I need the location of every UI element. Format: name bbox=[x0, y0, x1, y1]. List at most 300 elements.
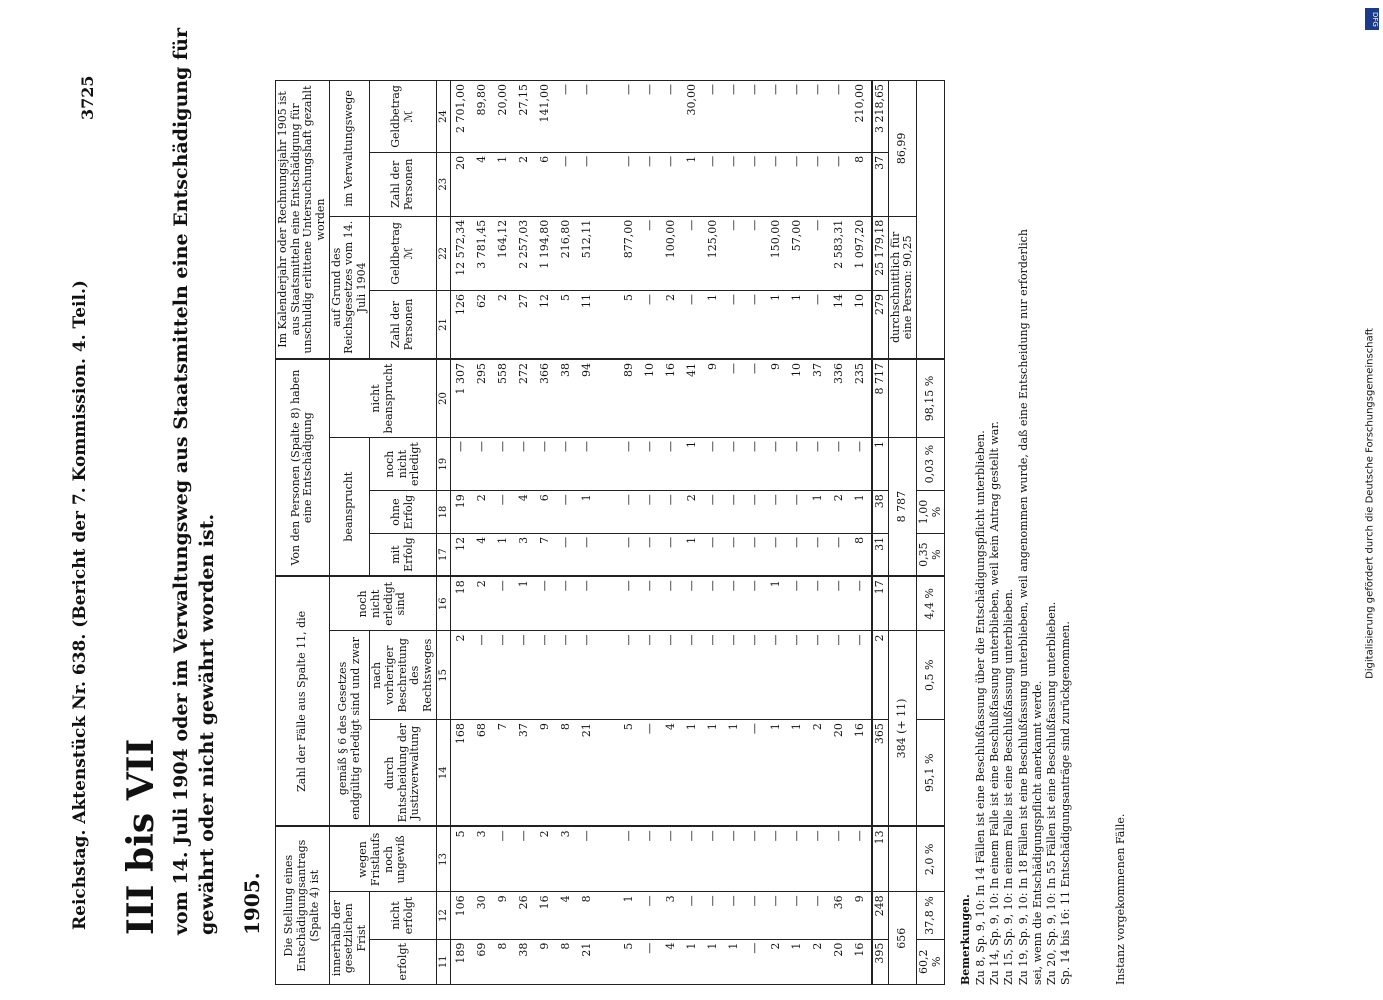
table-cell: — bbox=[535, 631, 556, 720]
table-cell: 4 bbox=[472, 152, 493, 216]
table-cell: 11 bbox=[577, 291, 598, 359]
table-cell: 512,11 bbox=[577, 216, 598, 290]
table-cell: — bbox=[724, 826, 745, 891]
table-cell: — bbox=[577, 81, 598, 153]
table-row bbox=[514, 81, 535, 985]
table-cell: — bbox=[745, 152, 766, 216]
table-cell: 1 bbox=[724, 720, 745, 827]
column-number: 23 bbox=[436, 152, 451, 216]
table-cell: — bbox=[703, 576, 724, 631]
table-cell: — bbox=[724, 438, 745, 491]
title-line-1: vom 14. Juli 1904 oder im Verwaltungsweg aus Staatsmitteln eine Entschädigung für bbox=[170, 27, 192, 935]
table-cell: — bbox=[787, 826, 808, 891]
table-cell: — bbox=[829, 826, 850, 891]
table-cell: 10 bbox=[850, 291, 872, 359]
table-cell: — bbox=[724, 152, 745, 216]
table-cell: 9 bbox=[493, 892, 514, 939]
table-cell: 1 bbox=[766, 291, 787, 359]
table-cell bbox=[598, 152, 619, 216]
table-cell: — bbox=[556, 631, 577, 720]
table-cell: 10 bbox=[640, 359, 661, 438]
table-cell: — bbox=[787, 438, 808, 491]
table-cell: — bbox=[745, 892, 766, 939]
total-cell: 31 bbox=[872, 533, 888, 576]
table-cell: — bbox=[724, 291, 745, 359]
table-cell: — bbox=[619, 631, 640, 720]
percent-cell: 0,35 % bbox=[917, 533, 945, 576]
table-cell: — bbox=[724, 491, 745, 534]
table-cell: — bbox=[703, 533, 724, 576]
section-roman-title: III bis VII bbox=[120, 738, 162, 935]
table-cell: — bbox=[619, 81, 640, 153]
total-cell: 8 717 bbox=[872, 359, 888, 438]
table-row bbox=[535, 81, 556, 985]
table-cell: 272 bbox=[514, 359, 535, 438]
table-cell: 1 bbox=[850, 491, 872, 534]
table-cell: — bbox=[577, 576, 598, 631]
table-cell: 1 bbox=[493, 533, 514, 576]
table-cell: 150,00 bbox=[766, 216, 787, 290]
table-cell: — bbox=[661, 152, 682, 216]
table-cell: 5 bbox=[556, 291, 577, 359]
statistics-table-wrapper bbox=[275, 80, 1128, 985]
table-cell: 14 bbox=[829, 291, 850, 359]
percent-cell: 1,00 % bbox=[917, 491, 945, 534]
table-cell: — bbox=[703, 491, 724, 534]
table-cell: — bbox=[514, 631, 535, 720]
statistics-table bbox=[275, 80, 945, 985]
table-cell bbox=[598, 631, 619, 720]
table-cell bbox=[598, 826, 619, 891]
table-cell: — bbox=[682, 631, 703, 720]
table-cell: 21 bbox=[577, 720, 598, 827]
table-cell: — bbox=[808, 892, 829, 939]
table-cell: 3 bbox=[556, 826, 577, 891]
table-cell: — bbox=[745, 533, 766, 576]
d-subheader-2: im Verwaltungswege bbox=[329, 81, 370, 217]
col-15-header: nach vorheriger Beschreitung des Rechtsweges bbox=[370, 631, 436, 720]
column-number: 21 bbox=[436, 291, 451, 359]
total-cell: 37 bbox=[872, 152, 888, 216]
page-number: 3725 bbox=[78, 75, 97, 120]
notes-heading: Bemerkungen. bbox=[959, 894, 973, 985]
total-cell: 17 bbox=[872, 576, 888, 631]
table-cell: 2 bbox=[493, 291, 514, 359]
table-cell: — bbox=[829, 152, 850, 216]
table-cell: — bbox=[724, 631, 745, 720]
note-line: Zu 19, Sp. 9, 10: In 18 Fällen ist eine Beschlußfassung unterblieben, weil angenommen wurde, daß eine Entscheidung nur erforderlich bbox=[1016, 229, 1030, 985]
table-cell: — bbox=[850, 438, 872, 491]
amount-label: Geldbetrag bbox=[389, 85, 403, 148]
total-cell: 38 bbox=[872, 491, 888, 534]
table-cell: — bbox=[577, 533, 598, 576]
table-cell: 8 bbox=[577, 892, 598, 939]
table-cell: 235 bbox=[850, 359, 872, 438]
table-cell: 8 bbox=[850, 152, 872, 216]
subtotal-a: 656 bbox=[888, 892, 916, 985]
total-cell: 279 bbox=[872, 291, 888, 359]
table-cell: 6 bbox=[535, 152, 556, 216]
average-d1 bbox=[888, 216, 916, 359]
table-cell: — bbox=[640, 491, 661, 534]
table-cell: 3 bbox=[472, 826, 493, 891]
table-cell: 27,15 bbox=[514, 81, 535, 153]
table-cell: — bbox=[577, 826, 598, 891]
note-line: Zu 14, Sp. 9, 10: In einem Falle ist eine Beschlußfassung unterblieben, weil kein Antrag gestellt war. bbox=[987, 421, 1001, 985]
a-subheader: innerhalb der gesetzlichen Frist bbox=[329, 892, 370, 985]
percent-cell: 95,1 % bbox=[917, 720, 945, 827]
table-cell: 8 bbox=[850, 533, 872, 576]
table-cell: — bbox=[661, 631, 682, 720]
table-cell: — bbox=[472, 631, 493, 720]
b-subheader: gemäß § 6 des Gesetzes endgültig erledigt sind und zwar bbox=[329, 631, 370, 826]
table-cell: 1 097,20 bbox=[850, 216, 872, 290]
table-cell: 1 bbox=[766, 576, 787, 631]
table-cell: 1 bbox=[619, 892, 640, 939]
table-cell: — bbox=[640, 826, 661, 891]
table-cell: 3 bbox=[514, 533, 535, 576]
table-cell: 30 bbox=[472, 892, 493, 939]
table-cell: — bbox=[640, 631, 661, 720]
table-cell: — bbox=[577, 152, 598, 216]
table-cell: 2 bbox=[451, 631, 473, 720]
table-cell: — bbox=[493, 576, 514, 631]
table-row bbox=[682, 81, 703, 985]
table-cell: — bbox=[619, 152, 640, 216]
table-cell: 41 bbox=[682, 359, 703, 438]
table-cell: — bbox=[829, 533, 850, 576]
table-cell: 141,00 bbox=[535, 81, 556, 153]
table-row bbox=[493, 81, 514, 985]
table-cell: — bbox=[724, 359, 745, 438]
average-value-1: 90,25 bbox=[901, 235, 915, 267]
table-cell: 125,00 bbox=[703, 216, 724, 290]
table-cell: 9 bbox=[766, 359, 787, 438]
table-cell: — bbox=[787, 81, 808, 153]
table-cell: — bbox=[850, 826, 872, 891]
table-cell: 1 bbox=[703, 291, 724, 359]
table-cell: 8 bbox=[556, 720, 577, 827]
table-cell bbox=[598, 939, 619, 984]
table-cell: — bbox=[514, 826, 535, 891]
table-cell: 9 bbox=[535, 720, 556, 827]
table-cell: 126 bbox=[451, 291, 473, 359]
notes-block bbox=[959, 80, 1128, 985]
currency-sign: ℳ bbox=[402, 110, 416, 123]
table-cell: — bbox=[808, 152, 829, 216]
table-cell: — bbox=[850, 631, 872, 720]
c-subheader: beansprucht bbox=[329, 438, 370, 577]
average-label: durchschnittlich für eine Person: bbox=[888, 231, 915, 343]
table-cell bbox=[598, 291, 619, 359]
table-cell: — bbox=[556, 533, 577, 576]
table-cell: — bbox=[829, 631, 850, 720]
table-cell: — bbox=[493, 438, 514, 491]
table-cell: 8 bbox=[556, 939, 577, 984]
table-cell bbox=[598, 892, 619, 939]
table-row bbox=[766, 81, 787, 985]
table-cell: 12 bbox=[451, 533, 473, 576]
table-cell: 1 bbox=[514, 576, 535, 631]
table-cell: — bbox=[766, 826, 787, 891]
table-row bbox=[724, 81, 745, 985]
table-cell: 1 bbox=[682, 939, 703, 984]
table-cell: 30,00 bbox=[682, 81, 703, 153]
note-line: Zu 15, Sp. 9, 10: In einem Falle ist eine Beschlußfassung unterblieben. bbox=[1002, 588, 1016, 985]
table-cell: 2 bbox=[661, 291, 682, 359]
table-cell: 20 bbox=[829, 720, 850, 827]
table-cell: — bbox=[556, 81, 577, 153]
table-cell: — bbox=[535, 576, 556, 631]
table-row bbox=[703, 81, 724, 985]
table-cell: — bbox=[745, 631, 766, 720]
table-cell: 5 bbox=[619, 720, 640, 827]
table-cell: 12 572,34 bbox=[451, 216, 473, 290]
table-cell: 100,00 bbox=[661, 216, 682, 290]
table-cell: — bbox=[724, 576, 745, 631]
table-cell: — bbox=[640, 291, 661, 359]
table-cell: 2 bbox=[535, 826, 556, 891]
table-row bbox=[745, 81, 766, 985]
total-cell: 2 bbox=[872, 631, 888, 720]
total-cell: 395 bbox=[872, 939, 888, 984]
table-cell: — bbox=[661, 533, 682, 576]
table-cell: 3 781,45 bbox=[472, 216, 493, 290]
column-number: 16 bbox=[436, 576, 451, 631]
table-cell: — bbox=[556, 438, 577, 491]
table-cell: — bbox=[766, 152, 787, 216]
table-cell: 36 bbox=[829, 892, 850, 939]
table-cell: — bbox=[640, 939, 661, 984]
table-cell: — bbox=[724, 81, 745, 153]
table-cell: 16 bbox=[850, 939, 872, 984]
table-row bbox=[598, 81, 619, 985]
table-cell: 5 bbox=[619, 291, 640, 359]
dfg-credit-strip bbox=[1365, 8, 1379, 988]
table-cell: — bbox=[682, 892, 703, 939]
table-cell: 69 bbox=[472, 939, 493, 984]
notes-footer: Instanz vorgekommenen Fälle. bbox=[1113, 813, 1127, 985]
table-cell: — bbox=[703, 892, 724, 939]
col-13-header: wegen Fristlaufs noch ungewiß bbox=[329, 826, 436, 891]
percent-cell: 98,15 % bbox=[917, 359, 945, 438]
table-cell: — bbox=[766, 491, 787, 534]
table-cell: — bbox=[619, 491, 640, 534]
table-cell: — bbox=[745, 359, 766, 438]
table-cell: 10 bbox=[787, 359, 808, 438]
col-20-header: nicht beansprucht bbox=[329, 359, 436, 438]
table-cell: 2 bbox=[472, 491, 493, 534]
table-cell bbox=[598, 438, 619, 491]
col-19-header: noch nicht erledigt bbox=[370, 438, 436, 491]
table-cell: — bbox=[724, 892, 745, 939]
table-cell: 20,00 bbox=[493, 81, 514, 153]
table-cell: — bbox=[808, 438, 829, 491]
table-cell: — bbox=[640, 81, 661, 153]
table-cell bbox=[598, 216, 619, 290]
notes-lines bbox=[974, 80, 1074, 985]
table-cell: 1 307 bbox=[451, 359, 473, 438]
table-cell: — bbox=[745, 826, 766, 891]
table-cell: 2 bbox=[808, 720, 829, 827]
table-cell: — bbox=[556, 491, 577, 534]
col-12-header: nicht erfolgt bbox=[370, 892, 436, 939]
table-cell: 2 bbox=[472, 576, 493, 631]
percent-cell: 60,2 % bbox=[917, 939, 945, 984]
column-number: 18 bbox=[436, 491, 451, 534]
table-cell: 1 194,80 bbox=[535, 216, 556, 290]
table-cell: 89 bbox=[619, 359, 640, 438]
table-cell: 4 bbox=[472, 533, 493, 576]
table-cell bbox=[598, 491, 619, 534]
table-cell: — bbox=[535, 438, 556, 491]
table-cell bbox=[598, 359, 619, 438]
total-cell: 25 179,18 bbox=[872, 216, 888, 290]
table-cell: 168 bbox=[451, 720, 473, 827]
table-cell: — bbox=[556, 576, 577, 631]
table-cell: 3 bbox=[661, 892, 682, 939]
currency-sign: ℳ bbox=[402, 247, 416, 260]
note-line: Zu 8, Sp. 9, 10: In 14 Fällen ist eine Beschlußfassung über die Entschädigungspflicht unterblieben. bbox=[973, 430, 987, 985]
table-cell: 1 bbox=[493, 152, 514, 216]
table-cell: 2 583,31 bbox=[829, 216, 850, 290]
col-14-header: durch Entscheidung der Justizverwaltung bbox=[370, 720, 436, 827]
table-cell: — bbox=[640, 892, 661, 939]
table-row bbox=[577, 81, 598, 985]
table-cell: — bbox=[766, 438, 787, 491]
table-cell: — bbox=[745, 576, 766, 631]
running-head: Reichstag. Aktenstück Nr. 638. (Bericht der 7. Kommission. 4. Teil.) bbox=[70, 280, 90, 930]
empty-cell bbox=[917, 81, 945, 359]
table-row bbox=[556, 81, 577, 985]
dfg-logo: DFG bbox=[1365, 8, 1379, 30]
table-cell: 21 bbox=[577, 939, 598, 984]
table-cell: — bbox=[619, 576, 640, 631]
table-cell: 4 bbox=[556, 892, 577, 939]
table-cell: 18 bbox=[451, 576, 473, 631]
table-cell: 4 bbox=[661, 720, 682, 827]
table-cell: — bbox=[640, 438, 661, 491]
table-cell: — bbox=[787, 533, 808, 576]
table-cell: — bbox=[745, 939, 766, 984]
percentage-row bbox=[917, 81, 945, 985]
dfg-credit-text: Digitalisierung gefördert durch die Deutsche Forschungsgemeinschaft bbox=[1364, 328, 1376, 679]
table-cell: 210,00 bbox=[850, 81, 872, 153]
column-number: 22 bbox=[436, 216, 451, 290]
percent-cell: 37,8 % bbox=[917, 892, 945, 939]
group-d-header: Im Kalenderjahr oder Rechnungsjahr 1905 ist aus Staatsmitteln eine Entschädigung für unschuldig erlittene Untersuchungshaft gezahlt worden bbox=[276, 81, 330, 359]
table-cell bbox=[598, 720, 619, 827]
table-cell: — bbox=[703, 826, 724, 891]
col-11-header: erfolgt bbox=[370, 939, 436, 984]
table-cell: 7 bbox=[535, 533, 556, 576]
table-cell: 8 bbox=[493, 939, 514, 984]
table-cell: — bbox=[787, 892, 808, 939]
subtotal-b-value: 384 bbox=[895, 737, 909, 759]
table-cell: 1 bbox=[577, 491, 598, 534]
table-cell: — bbox=[766, 892, 787, 939]
subtotal-b-extra: (+ 11) bbox=[895, 698, 909, 734]
column-number: 13 bbox=[436, 826, 451, 891]
table-cell: 5 bbox=[451, 826, 473, 891]
table-cell: 336 bbox=[829, 359, 850, 438]
table-cell: 2 257,03 bbox=[514, 216, 535, 290]
table-cell: 9 bbox=[703, 359, 724, 438]
table-cell: 1 bbox=[703, 720, 724, 827]
table-row bbox=[661, 81, 682, 985]
table-cell: — bbox=[808, 576, 829, 631]
table-cell: — bbox=[745, 720, 766, 827]
table-cell: — bbox=[703, 152, 724, 216]
column-number: 17 bbox=[436, 533, 451, 576]
note-line: Zu 20, Sp. 9, 10: In 55 Fällen ist eine Beschlußfassung unterblieben. bbox=[1045, 601, 1059, 985]
table-cell: — bbox=[661, 81, 682, 153]
table-cell: 16 bbox=[661, 359, 682, 438]
table-cell: 57,00 bbox=[787, 216, 808, 290]
table-cell: — bbox=[703, 438, 724, 491]
note-line: sei, wenn die Entschädigungspflicht anerkannt werde. bbox=[1030, 680, 1044, 985]
table-cell: — bbox=[808, 81, 829, 153]
table-cell bbox=[598, 533, 619, 576]
col-23-header: Zahl der Personen bbox=[370, 152, 436, 216]
table-cell bbox=[598, 576, 619, 631]
table-cell: — bbox=[703, 631, 724, 720]
title-line-2: gewährt oder nicht gewährt worden ist. bbox=[196, 513, 218, 935]
subtotal-b bbox=[888, 631, 916, 826]
table-cell: 16 bbox=[535, 892, 556, 939]
table-cell: 89,80 bbox=[472, 81, 493, 153]
table-cell bbox=[598, 81, 619, 153]
table-cell: 2 bbox=[808, 939, 829, 984]
column-number: 12 bbox=[436, 892, 451, 939]
table-cell: — bbox=[745, 291, 766, 359]
table-cell: 2 bbox=[682, 491, 703, 534]
column-number: 24 bbox=[436, 81, 451, 153]
table-cell: — bbox=[577, 631, 598, 720]
col-16-header: noch nicht erledigt sind bbox=[329, 576, 436, 631]
table-cell: 2 bbox=[766, 939, 787, 984]
table-cell: — bbox=[829, 438, 850, 491]
table-cell: 94 bbox=[577, 359, 598, 438]
table-cell: 1 bbox=[682, 438, 703, 491]
col-24-header bbox=[370, 81, 436, 153]
table-cell: 1 bbox=[682, 720, 703, 827]
table-cell: 6 bbox=[535, 491, 556, 534]
table-row bbox=[640, 81, 661, 985]
total-cell: 248 bbox=[872, 892, 888, 939]
table-cell: 164,12 bbox=[493, 216, 514, 290]
table-body bbox=[451, 81, 873, 985]
table-cell: 26 bbox=[514, 892, 535, 939]
table-cell: 877,00 bbox=[619, 216, 640, 290]
total-cell: 365 bbox=[872, 720, 888, 827]
table-cell: — bbox=[619, 826, 640, 891]
subtotal-row bbox=[888, 81, 916, 985]
table-cell: — bbox=[640, 576, 661, 631]
empty-cell bbox=[888, 576, 916, 631]
total-cell: 3 218,65 bbox=[872, 81, 888, 153]
table-cell: — bbox=[724, 216, 745, 290]
col-21-header: Zahl der Personen bbox=[370, 291, 436, 359]
percent-cell: 0,5 % bbox=[917, 631, 945, 720]
table-cell: — bbox=[577, 438, 598, 491]
col-17-header: mit Erfolg bbox=[370, 533, 436, 576]
table-cell: — bbox=[514, 438, 535, 491]
table-cell: — bbox=[745, 438, 766, 491]
table-cell: — bbox=[451, 438, 473, 491]
table-cell: — bbox=[640, 152, 661, 216]
table-cell: — bbox=[640, 216, 661, 290]
